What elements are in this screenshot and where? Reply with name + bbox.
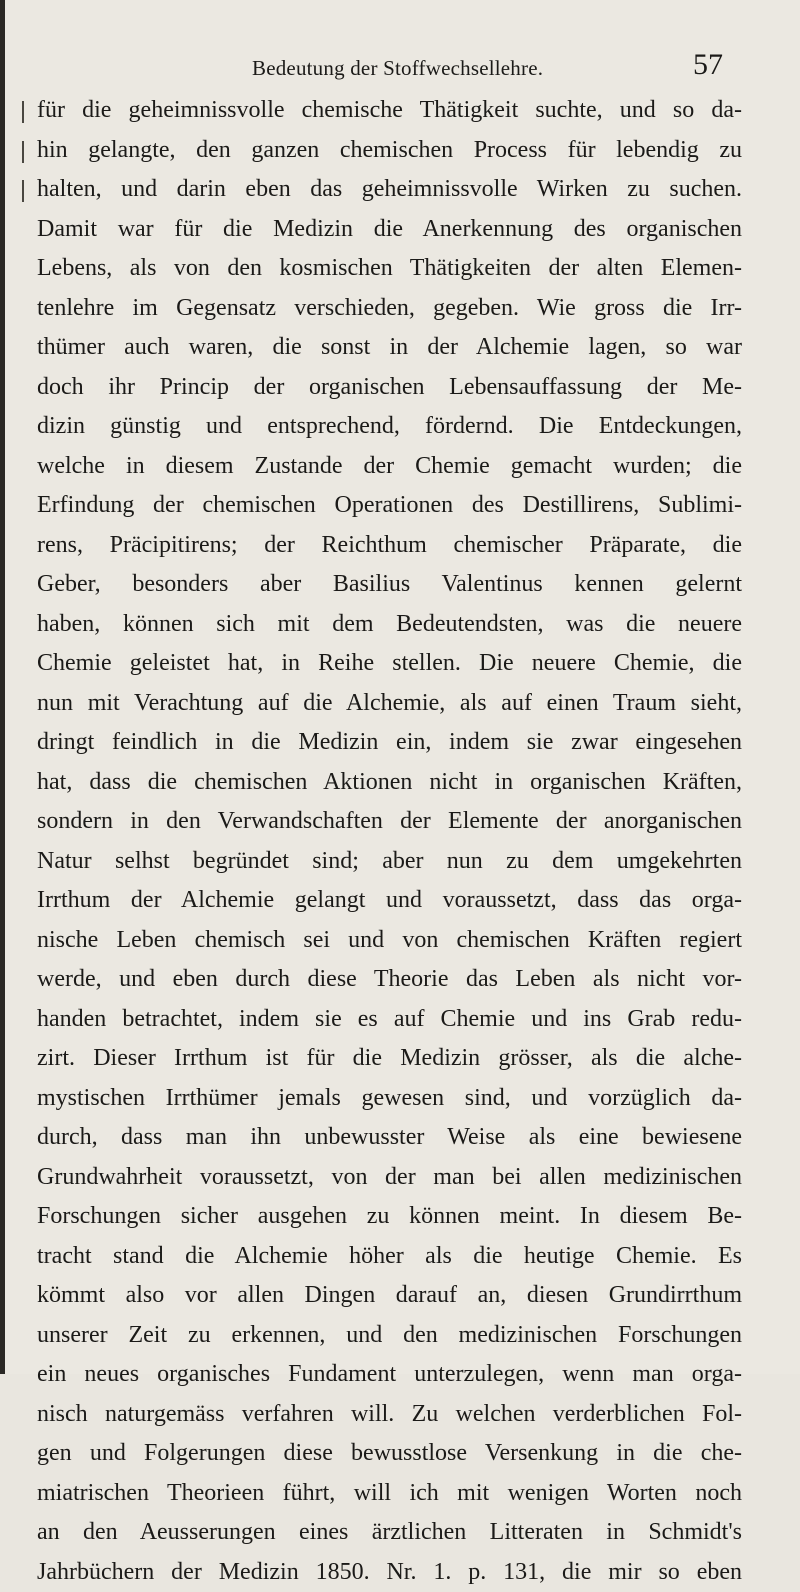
text-line: dizin günstig und entsprechend, fördernd. Die Entdeckungen, [37,407,742,447]
text-line: unserer Zeit zu erkennen, und den medizinischen Forschungen [37,1316,742,1356]
text-line: Natur selhst begründet sind; aber nun zu dem umgekehrten [37,842,742,882]
text-line: ein neues organisches Fundament unterzulegen, wenn man orga- [37,1355,742,1395]
text-line: zirt. Dieser Irrthum ist für die Medizin grösser, als die alche- [37,1039,742,1079]
text-line: miatrischen Theorieen führt, will ich mit wenigen Worten noch [37,1474,742,1514]
text-line: nun mit Verachtung auf die Alchemie, als auf einen Traum sieht, [37,684,742,724]
text-line: tenlehre im Gegensatz verschieden, gegeben. Wie gross die Irr- [37,289,742,329]
text-line: Irrthum der Alchemie gelangt und voraussetzt, dass das orga- [37,881,742,921]
text-line: rens, Präcipitirens; der Reichthum chemischer Präparate, die [37,526,742,566]
text-line: Chemie geleistet hat, in Reihe stellen. Die neuere Chemie, die [37,644,742,684]
page-binding-edge [0,0,5,1374]
text-line: doch ihr Princip der organischen Lebensauffassung der Me- [37,368,742,408]
page-number: 57 [693,48,723,82]
text-line: welche in diesem Zustande der Chemie gemacht wurden; die [37,447,742,487]
text-line: für die geheimnissvolle chemische Thätigkeit suchte, und so da- [37,91,742,131]
text-line: mystischen Irrthümer jemals gewesen sind, und vorzüglich da- [37,1079,742,1119]
text-line: Jahrbüchern der Medizin 1850. Nr. 1. p. 131, die mir so eben [37,1553,742,1592]
text-line: nisch naturgemäss verfahren will. Zu welchen verderblichen Fol- [37,1395,742,1435]
text-line: hin gelangte, den ganzen chemischen Process für lebendig zu [37,131,742,171]
text-line: tracht stand die Alchemie höher als die heutige Chemie. Es [37,1237,742,1277]
text-line: hat, dass die chemischen Aktionen nicht in organischen Kräften, [37,763,742,803]
body-text [37,91,742,1592]
text-line: Erfindung der chemischen Operationen des Destillirens, Sublimi- [37,486,742,526]
text-line: werde, und eben durch diese Theorie das Leben als nicht vor- [37,960,742,1000]
running-title: Bedeutung der Stoffwechsellehre. [252,56,543,81]
text-line: Lebens, als von den kosmischen Thätigkeiten der alten Elemen- [37,249,742,289]
margin-mark [22,180,24,202]
margin-mark [22,101,24,123]
text-line: gen und Folgerungen diese bewusstlose Versenkung in die che- [37,1434,742,1474]
text-line: Grundwahrheit voraussetzt, von der man bei allen medizinischen [37,1158,742,1198]
margin-mark [22,141,24,163]
text-line: kömmt also vor allen Dingen darauf an, diesen Grundirrthum [37,1276,742,1316]
text-line: halten, und darin eben das geheimnissvolle Wirken zu suchen. [37,170,742,210]
text-line: durch, dass man ihn unbewusster Weise als eine bewiesene [37,1118,742,1158]
text-line: thümer auch waren, die sonst in der Alchemie lagen, so war [37,328,742,368]
text-line: Forschungen sicher ausgehen zu können meint. In diesem Be- [37,1197,742,1237]
text-line: Geber, besonders aber Basilius Valentinus kennen gelernt [37,565,742,605]
text-line: dringt feindlich in die Medizin ein, indem sie zwar eingesehen [37,723,742,763]
text-line: haben, können sich mit dem Bedeutendsten, was die neuere [37,605,742,645]
text-line: Damit war für die Medizin die Anerkennung des organischen [37,210,742,250]
text-line: nische Leben chemisch sei und von chemischen Kräften regiert [37,921,742,961]
text-line: an den Aeusserungen eines ärztlichen Litteraten in Schmidt's [37,1513,742,1553]
text-line: handen betrachtet, indem sie es auf Chemie und ins Grab redu- [37,1000,742,1040]
page-header [0,56,800,88]
text-line: sondern in den Verwandschaften der Elemente der anorganischen [37,802,742,842]
